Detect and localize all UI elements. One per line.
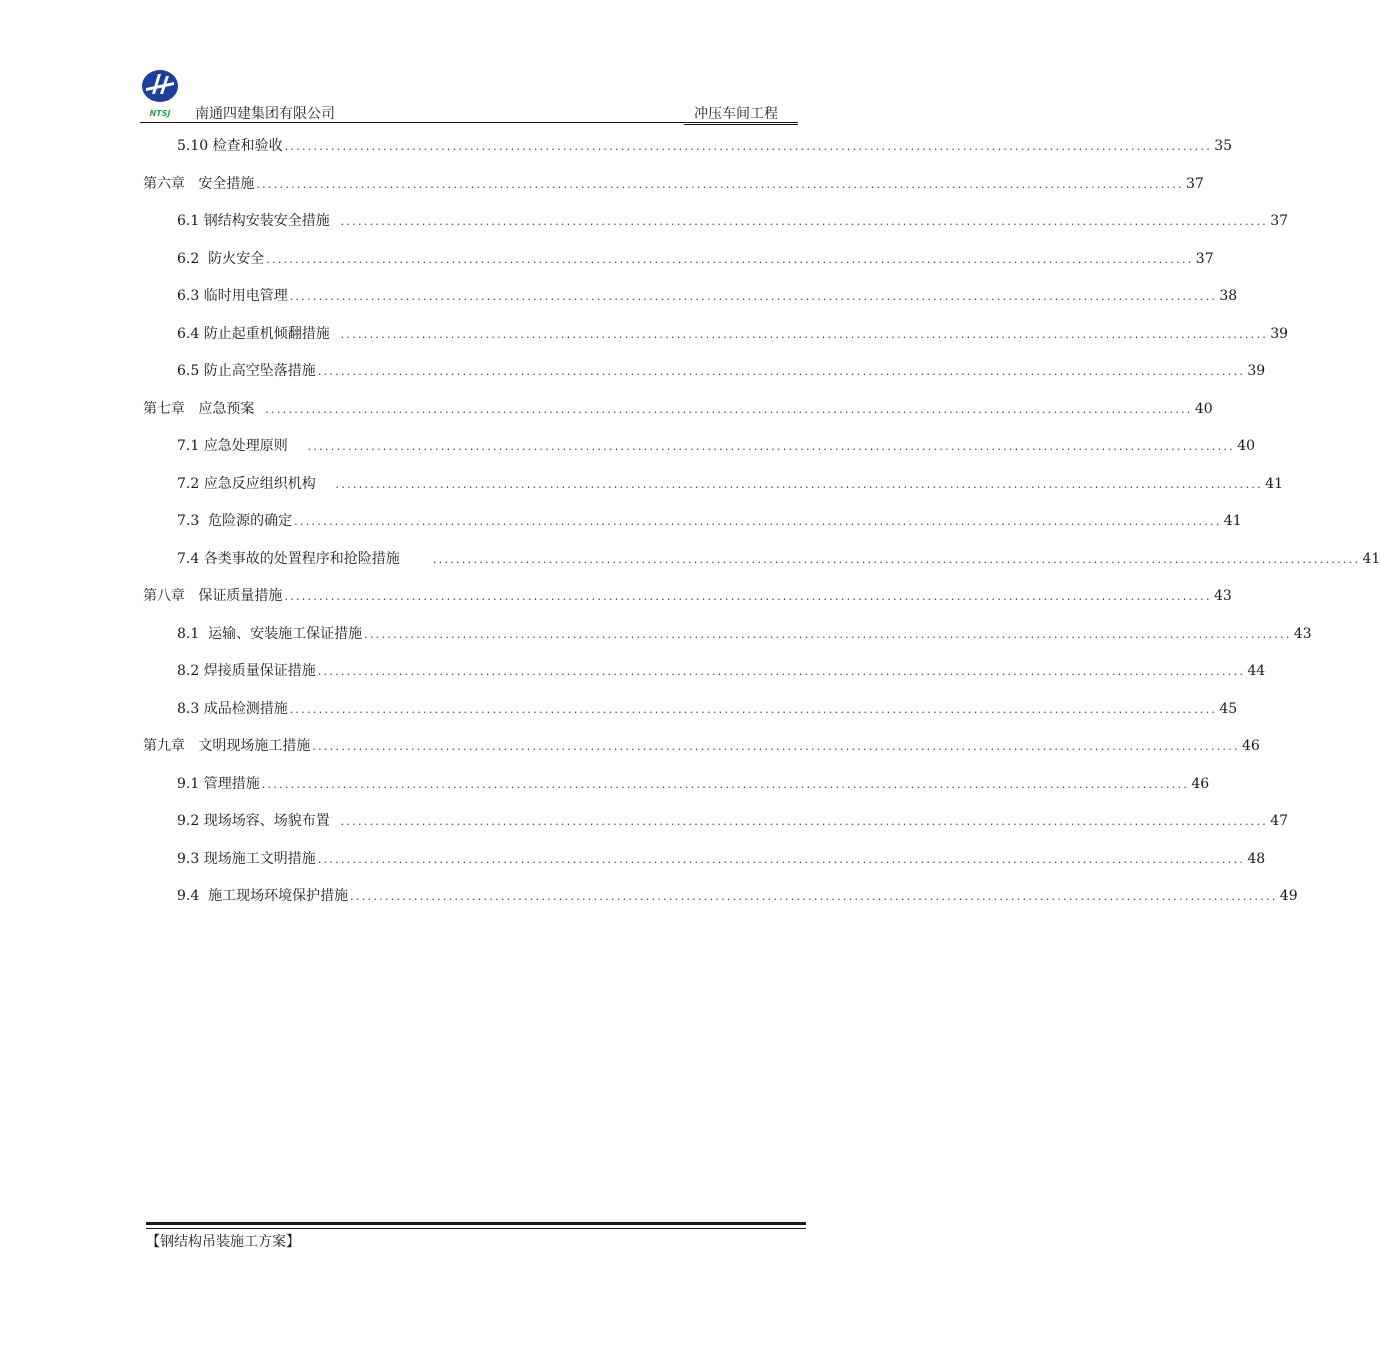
- toc-entry[interactable]: [143, 173, 1204, 195]
- toc-entry-page: 49: [1279, 888, 1298, 904]
- toc-dot-leader: ................................................................................................................................................................: [340, 815, 1269, 828]
- toc-entry[interactable]: [177, 473, 1283, 495]
- toc-entry-page: 40: [1194, 401, 1213, 417]
- toc-entry-number: 8.1: [177, 626, 209, 642]
- toc-dot-leader: ................................................................................................................................................................: [317, 365, 1246, 378]
- toc-entry-page: 37: [1270, 213, 1289, 229]
- toc-dot-leader: ................................................................................................................................................................: [307, 440, 1235, 453]
- toc-entry-number: 第七章: [143, 401, 199, 417]
- toc-entry-title: 防火安全: [208, 251, 265, 267]
- toc-entry-page: 46: [1191, 776, 1210, 792]
- toc-entry[interactable]: [177, 248, 1214, 270]
- toc-entry[interactable]: [177, 848, 1266, 870]
- toc-dot-leader: ................................................................................................................................................................: [289, 703, 1218, 716]
- toc-entry-title: 各类事故的处置程序和抢险措施: [203, 551, 431, 567]
- toc-entry-page: 43: [1213, 588, 1232, 604]
- toc-entry[interactable]: [177, 698, 1238, 720]
- toc-entry-page: 38: [1219, 288, 1238, 304]
- toc-entry-number: 9.3: [177, 851, 204, 867]
- toc-entry-page: 41: [1362, 551, 1380, 567]
- toc-entry-title: 应急反应组织机构: [203, 476, 334, 492]
- toc-entry-page: 35: [1214, 138, 1233, 154]
- toc-dot-leader: ................................................................................................................................................................: [261, 778, 1190, 791]
- footer-rule-thick: [146, 1222, 806, 1225]
- logo-text: NTSJ: [149, 109, 171, 118]
- toc-entry-title: 管理措施: [203, 776, 260, 792]
- toc-entry-page: 43: [1293, 626, 1312, 642]
- toc-entry[interactable]: [177, 660, 1266, 682]
- toc-entry[interactable]: [143, 735, 1260, 757]
- toc-dot-leader: ................................................................................................................................................................: [364, 628, 1292, 641]
- toc-entry-title: 检查和验收: [212, 138, 283, 154]
- toc-entry-title: 现场施工文明措施: [203, 851, 316, 867]
- toc-entry-page: 48: [1247, 851, 1266, 867]
- toc-entry-title: 应急处理原则: [203, 438, 306, 454]
- toc-entry[interactable]: [177, 885, 1298, 907]
- toc-entry-number: 7.1: [177, 438, 204, 454]
- toc-entry-number: 6.2: [177, 251, 209, 267]
- toc-dot-leader: ................................................................................................................................................................: [317, 853, 1246, 866]
- project-underline: [684, 124, 798, 125]
- toc-entry[interactable]: [177, 623, 1312, 645]
- toc-entry[interactable]: [177, 360, 1266, 382]
- toc-entry-title: 成品检测措施: [203, 701, 288, 717]
- toc-entry-number: 8.3: [177, 701, 204, 717]
- toc-entry-page: 41: [1223, 513, 1242, 529]
- toc-entry-title: 运输、安装施工保证措施: [208, 626, 363, 642]
- toc-entry[interactable]: [177, 323, 1289, 345]
- toc-entry-title: 现场场容、场貌布置: [203, 813, 339, 829]
- toc-entry[interactable]: [177, 435, 1255, 457]
- toc-entry-number: 6.1: [177, 213, 204, 229]
- toc-entry[interactable]: [143, 398, 1213, 420]
- toc-entry-number: 7.4: [177, 551, 204, 567]
- page-header: [140, 104, 800, 124]
- toc-entry-title: 焊接质量保证措施: [203, 663, 316, 679]
- toc-entry-number: 6.4: [177, 326, 204, 342]
- toc-dot-leader: ................................................................................................................................................................: [312, 740, 1240, 753]
- toc-entry-page: 39: [1270, 326, 1289, 342]
- toc-entry[interactable]: [177, 773, 1210, 795]
- toc-entry[interactable]: [177, 548, 1380, 570]
- toc-entry-number: 6.5: [177, 363, 204, 379]
- toc-entry-page: 45: [1219, 701, 1238, 717]
- toc-entry-number: 9.4: [177, 888, 209, 904]
- toc-dot-leader: ................................................................................................................................................................: [432, 553, 1361, 566]
- toc-entry-number: 第八章: [143, 588, 199, 604]
- toc-dot-leader: ................................................................................................................................................................: [265, 403, 1193, 416]
- footer-title: 【钢结构吊装施工方案】: [146, 1234, 300, 1250]
- toc-entry[interactable]: [177, 810, 1289, 832]
- toc-dot-leader: ................................................................................................................................................................: [284, 590, 1212, 603]
- toc-entry-page: 37: [1195, 251, 1214, 267]
- toc-entry-page: 47: [1270, 813, 1289, 829]
- toc-dot-leader: ................................................................................................................................................................: [340, 328, 1269, 341]
- footer-rule-thin: [146, 1228, 806, 1229]
- toc-entry-title: 临时用电管理: [203, 288, 288, 304]
- toc-entry-number: 6.3: [177, 288, 204, 304]
- toc-dot-leader: ................................................................................................................................................................: [340, 215, 1269, 228]
- toc-entry-title: 安全措施: [198, 176, 255, 192]
- toc-entry-number: 9.2: [177, 813, 204, 829]
- toc-entry-title: 防止起重机倾翻措施: [203, 326, 339, 342]
- toc-entry-title: 应急预案: [198, 401, 264, 417]
- toc-dot-leader: ................................................................................................................................................................: [256, 178, 1184, 191]
- toc-dot-leader: ................................................................................................................................................................: [317, 665, 1246, 678]
- toc-entry-number: 9.1: [177, 776, 204, 792]
- toc-entry-number: 第六章: [143, 176, 199, 192]
- toc-entry-title: 施工现场环境保护措施: [208, 888, 349, 904]
- toc-entry-page: 46: [1241, 738, 1260, 754]
- toc-entry[interactable]: [177, 210, 1289, 232]
- toc-entry-title: 保证质量措施: [198, 588, 283, 604]
- toc-entry-page: 39: [1247, 363, 1266, 379]
- toc-entry-number: 第九章: [143, 738, 199, 754]
- toc-entry-number: 7.2: [177, 476, 204, 492]
- toc-dot-leader: ................................................................................................................................................................: [294, 515, 1222, 528]
- toc-dot-leader: ................................................................................................................................................................: [266, 253, 1194, 266]
- project-name: 冲压车间工程: [694, 106, 778, 122]
- toc-dot-leader: ................................................................................................................................................................: [289, 290, 1218, 303]
- toc-entry[interactable]: [177, 510, 1242, 532]
- toc-entry-title: 文明现场施工措施: [198, 738, 311, 754]
- toc-entry-page: 37: [1185, 176, 1204, 192]
- company-name: 南通四建集团有限公司: [195, 106, 335, 122]
- toc-entry-number: 8.2: [177, 663, 204, 679]
- toc-dot-leader: ................................................................................................................................................................: [284, 140, 1213, 153]
- toc-dot-leader: ................................................................................................................................................................: [335, 478, 1263, 491]
- toc-entry-title: 钢结构安装安全措施: [203, 213, 339, 229]
- toc-entry-page: 41: [1265, 476, 1283, 492]
- toc-entry[interactable]: [177, 285, 1238, 307]
- header-rule: [140, 122, 798, 123]
- toc-entry-page: 40: [1237, 438, 1255, 454]
- toc-entry-number: 7.3: [177, 513, 209, 529]
- toc-entry[interactable]: [143, 585, 1232, 607]
- toc-entry[interactable]: [177, 135, 1233, 157]
- toc-entry-title: 危险源的确定: [208, 513, 293, 529]
- toc-entry-number: 5.10: [177, 138, 213, 154]
- toc-entry-page: 44: [1247, 663, 1266, 679]
- toc-entry-title: 防止高空坠落措施: [203, 363, 316, 379]
- toc-dot-leader: ................................................................................................................................................................: [350, 890, 1278, 903]
